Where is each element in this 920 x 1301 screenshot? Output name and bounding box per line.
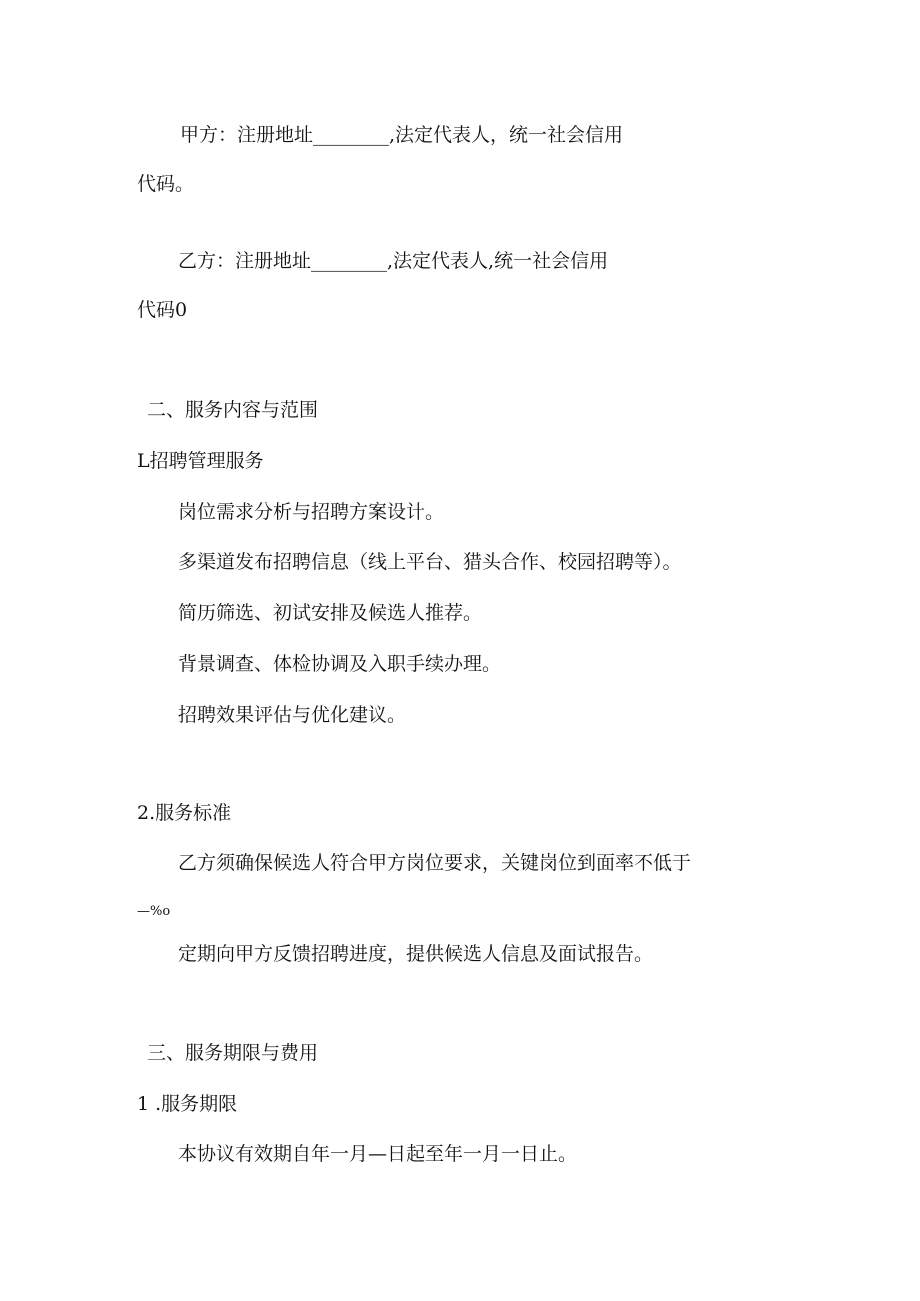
- party-b-line-2: 代码0: [137, 299, 188, 321]
- service-standard-para-1: 乙方须确保候选人符合甲方岗位要求，关键岗位到面率不低于: [178, 852, 692, 874]
- party-a-line-2: 代码。: [137, 173, 195, 195]
- party-b-line-1: 乙方：注册地址________,法定代表人,统一社会信用: [178, 250, 609, 272]
- list-item: 多渠道发布招聘信息（线上平台、猎头合作、校园招聘等）。: [178, 551, 682, 573]
- list-item: 简历筛选、初试安排及候选人推荐。: [178, 602, 483, 624]
- service-period-para: 本协议有效期自年一月—日起至年一月一日止。: [178, 1143, 578, 1165]
- section-3-heading: 三、服务期限与费用: [147, 1042, 319, 1064]
- section-2-heading: 二、服务内容与范围: [147, 399, 319, 421]
- list-item: 岗位需求分析与招聘方案设计。: [178, 501, 445, 523]
- section-2-1-heading: L招聘管理服务: [137, 450, 264, 472]
- list-item: 背景调查、体检协调及入职手续办理。: [178, 653, 502, 675]
- section-2-2-heading: 2.服务标准: [137, 802, 232, 824]
- service-standard-para-1-cont: —%o: [137, 904, 171, 919]
- list-item: 招聘效果评估与优化建议。: [178, 704, 407, 726]
- party-a-line-1: 甲方：注册地址________,法定代表人，统一社会信用: [180, 124, 624, 146]
- service-standard-para-2: 定期向甲方反馈招聘进度，提供候选人信息及面试报告。: [178, 943, 654, 965]
- section-3-1-heading: 1 .服务期限: [137, 1093, 238, 1115]
